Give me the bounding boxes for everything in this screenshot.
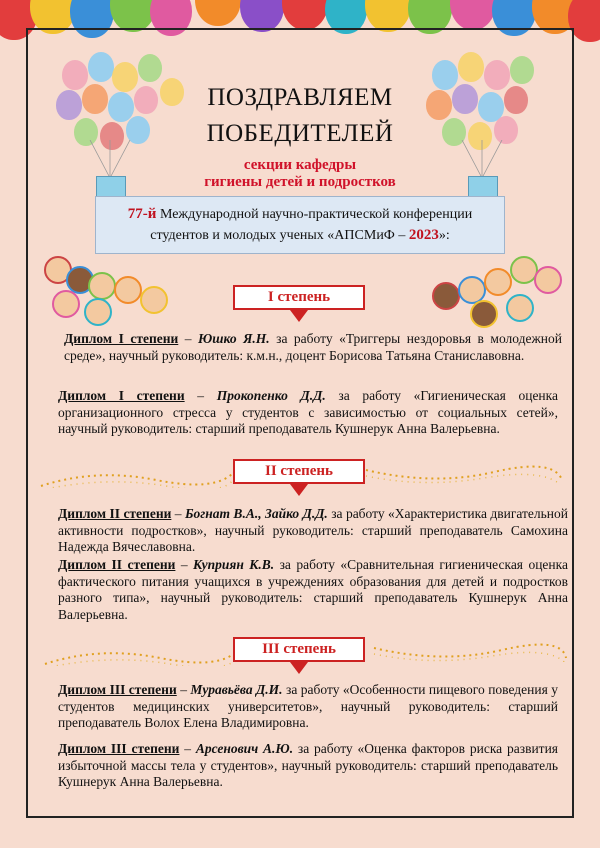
entry-5-names: Муравьёва Д.И. bbox=[190, 682, 283, 697]
entry-1-sep: – bbox=[178, 331, 199, 346]
entry-6-sep: – bbox=[179, 741, 196, 756]
degree-3-label: III степень bbox=[233, 637, 365, 662]
stars-decoration-right bbox=[364, 462, 564, 484]
entry-5-text: за работу «Особенности пищевого поведения у студентов медицинских университетов», научный руководитель: старший преподаватель Волох Елена Владимировна. bbox=[58, 682, 559, 730]
degree-3-arrow-icon bbox=[290, 662, 308, 674]
subtitle-line-2: гигиены детей и подростков bbox=[204, 174, 396, 190]
entry-1-label: Диплом I степени bbox=[64, 331, 179, 346]
stars-decoration-right-2 bbox=[372, 640, 568, 662]
entry-5-sep: – bbox=[176, 682, 191, 697]
entry-2-sep: – bbox=[184, 388, 217, 403]
degree-2-label: II степень bbox=[233, 459, 365, 484]
entry-3-sep: – bbox=[171, 506, 185, 521]
degree-2-arrow-icon bbox=[290, 484, 308, 496]
degree-1-label: I степень bbox=[233, 285, 365, 310]
subtitle-line-1: секции кафедры bbox=[243, 157, 357, 173]
entry-3 bbox=[58, 506, 568, 556]
title-line-2: ПОБЕДИТЕЛЕЙ bbox=[206, 120, 394, 147]
conference-line-2b: »: bbox=[438, 228, 450, 243]
conference-box bbox=[95, 196, 505, 254]
entry-5-label: Диплом III степени bbox=[58, 682, 177, 697]
entry-6-names: Арсенович А.Ю. bbox=[195, 741, 294, 756]
entry-4-sep: – bbox=[175, 557, 194, 572]
entry-6-label: Диплом III степени bbox=[58, 741, 180, 756]
entry-4 bbox=[58, 557, 568, 623]
entry-4-label: Диплом II степени bbox=[58, 557, 176, 572]
entry-3-names: Богнат В.А., Зайко Д.Д. bbox=[184, 506, 328, 521]
title-line-1: ПОЗДРАВЛЯЕМ bbox=[207, 84, 393, 111]
conference-line-1: Международной научно-практической конференции bbox=[156, 207, 473, 222]
degree-1-arrow-icon bbox=[290, 310, 308, 322]
entry-2-text: за работу «Гигиеническая оценка организационного стресса у студентов с зависимостью от социальных сетей», научный руководитель: старший преподаватель Кушнерук Анна Валерьевна. bbox=[58, 388, 559, 436]
stars-decoration-left bbox=[36, 466, 236, 488]
stars-decoration-left-2 bbox=[40, 644, 240, 666]
entry-3-text: за работу «Характеристика двигательной активности подростков», научный руководитель: старший преподаватель Самохина Надежда Вячеславовна. bbox=[58, 506, 568, 554]
entry-4-names: Куприян К.В. bbox=[193, 557, 275, 572]
entry-6-text: за работу «Оценка факторов риска развития избыточной массы тела у студентов», научный руководитель: старший преподаватель Кушнерук Анна Валерьевна. bbox=[58, 741, 558, 789]
entry-1 bbox=[64, 331, 562, 364]
entry-3-label: Диплом II степени bbox=[58, 506, 172, 521]
conference-year: 2023 bbox=[408, 227, 439, 243]
entry-2 bbox=[58, 388, 558, 438]
entry-2-label: Диплом I степени bbox=[58, 388, 185, 403]
entry-2-names: Прокопенко Д.Д. bbox=[216, 388, 326, 403]
conference-ordinal: 77-й bbox=[127, 206, 157, 222]
entry-6 bbox=[58, 741, 558, 791]
entry-1-text: за работу «Триггеры нездоровья в молодежной среде», научный руководитель: к.м.н., доцент Борисова Татьяна Станиславовна. bbox=[64, 331, 563, 363]
entry-1-names: Юшко Я.Н. bbox=[198, 331, 270, 346]
conference-line-2a: студентов и молодых ученых «АПСМиФ – bbox=[150, 228, 409, 243]
entry-5 bbox=[58, 682, 558, 732]
entry-4-text: за работу «Сравнительная гигиеническая оценка фактического питания учащихся в учреждениях образования для детей и подростков разного типа», научный руководитель: старший преподаватель Кушнерук Анна Валерьевна. bbox=[58, 557, 568, 622]
